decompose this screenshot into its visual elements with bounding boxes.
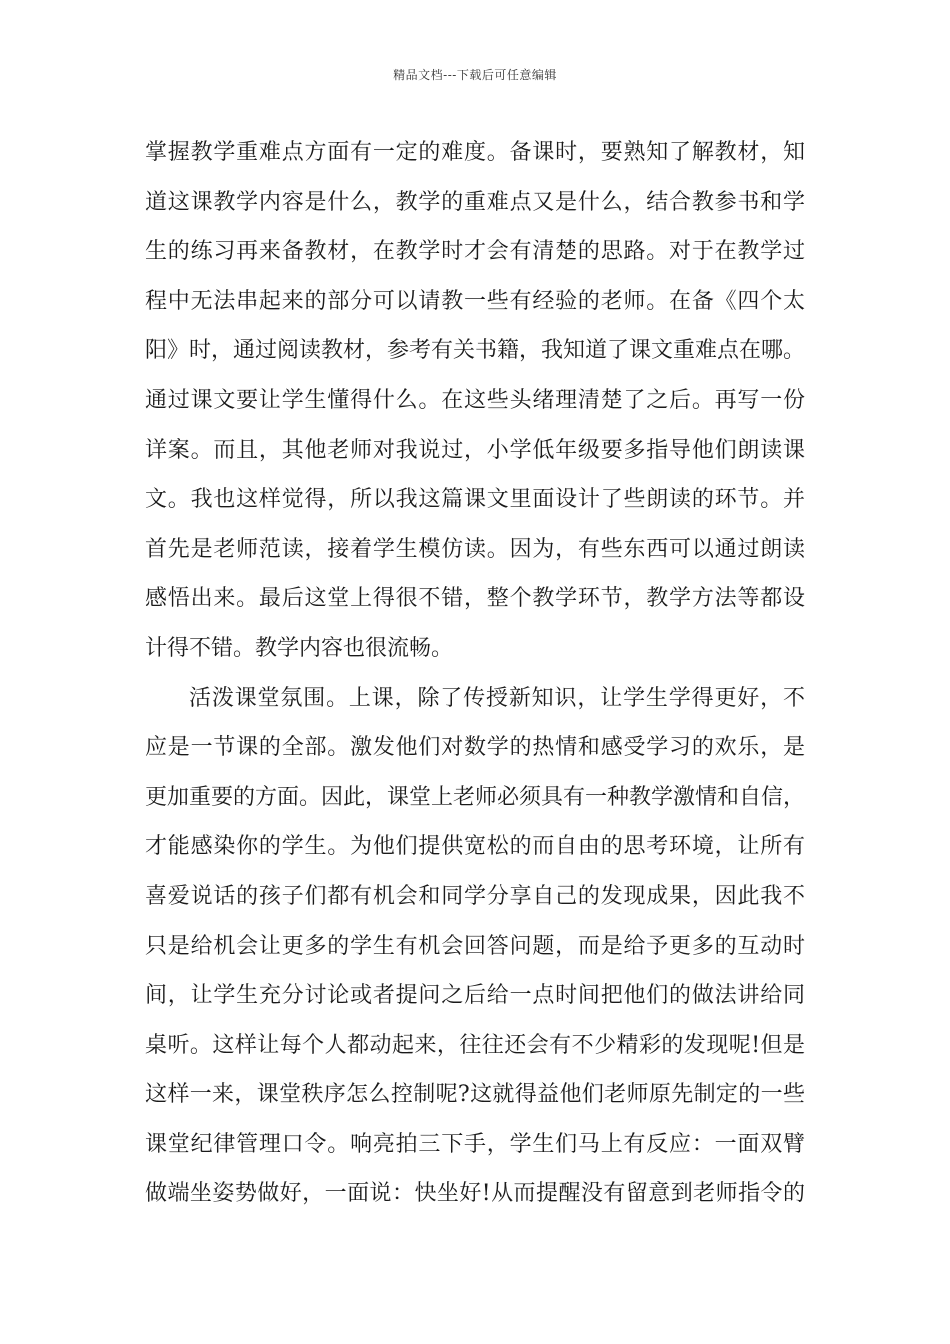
text-line: 间，让学生充分讨论或者提问之后给一点时间把他们的做法讲给同 xyxy=(145,983,805,1009)
text-line: 课堂纪律管理口令。响亮拍三下手，学生们马上有反应：一面双臂 xyxy=(145,1131,805,1157)
text-line: 生的练习再来备教材，在教学时才会有清楚的思路。对于在教学过 xyxy=(145,239,805,265)
text-line: 应是一节课的全部。激发他们对数学的热情和感受学习的欢乐，是 xyxy=(145,735,805,761)
text-line: 喜爱说话的孩子们都有机会和同学分享自己的发现成果，因此我不 xyxy=(145,883,805,909)
page-header: 精品文档---下载后可任意编辑 xyxy=(393,68,557,82)
text-line: 通过课文要让学生懂得什么。在这些头绪理清楚了之后。再写一份 xyxy=(145,387,805,413)
text-line: 首先是老师范读，接着学生模仿读。因为，有些东西可以通过朗读 xyxy=(145,536,805,562)
text-line: 程中无法串起来的部分可以请教一些有经验的老师。在备《四个太 xyxy=(145,288,805,314)
text-line: 感悟出来。最后这堂上得很不错，整个教学环节，教学方法等都设 xyxy=(145,586,805,612)
text-line: 阳》时，通过阅读教材，参考有关书籍，我知道了课文重难点在哪。 xyxy=(145,338,806,364)
text-line: 桌听。这样让每个人都动起来，往往还会有不少精彩的发现呢!但是 xyxy=(145,1032,805,1058)
text-line: 更加重要的方面。因此，课堂上老师必须具有一种教学激情和自信， xyxy=(145,784,806,810)
text-line: 文。我也这样觉得，所以我这篇课文里面设计了些朗读的环节。并 xyxy=(145,487,805,513)
document-body xyxy=(145,132,805,1223)
text-line: 计得不错。教学内容也很流畅。 xyxy=(145,635,454,661)
text-line: 做端坐姿势做好，一面说：快坐好!从而提醒没有留意到老师指令的 xyxy=(145,1181,805,1207)
text-line: 详案。而且，其他老师对我说过，小学低年级要多指导他们朗读课 xyxy=(145,437,805,463)
text-line: 才能感染你的学生。为他们提供宽松的而自由的思考环境，让所有 xyxy=(145,834,805,860)
text-line: 道这课教学内容是什么，教学的重难点又是什么，结合教参书和学 xyxy=(145,189,805,215)
text-line: 活泼课堂氛围。上课，除了传授新知识，让学生学得更好，不 xyxy=(189,685,805,711)
text-line: 这样一来，课堂秩序怎么控制呢?这就得益他们老师原先制定的一些 xyxy=(145,1082,805,1108)
text-line: 掌握教学重难点方面有一定的难度。备课时，要熟知了解教材，知 xyxy=(145,140,805,165)
text-line: 只是给机会让更多的学生有机会回答问题，而是给予更多的互动时 xyxy=(145,933,805,959)
